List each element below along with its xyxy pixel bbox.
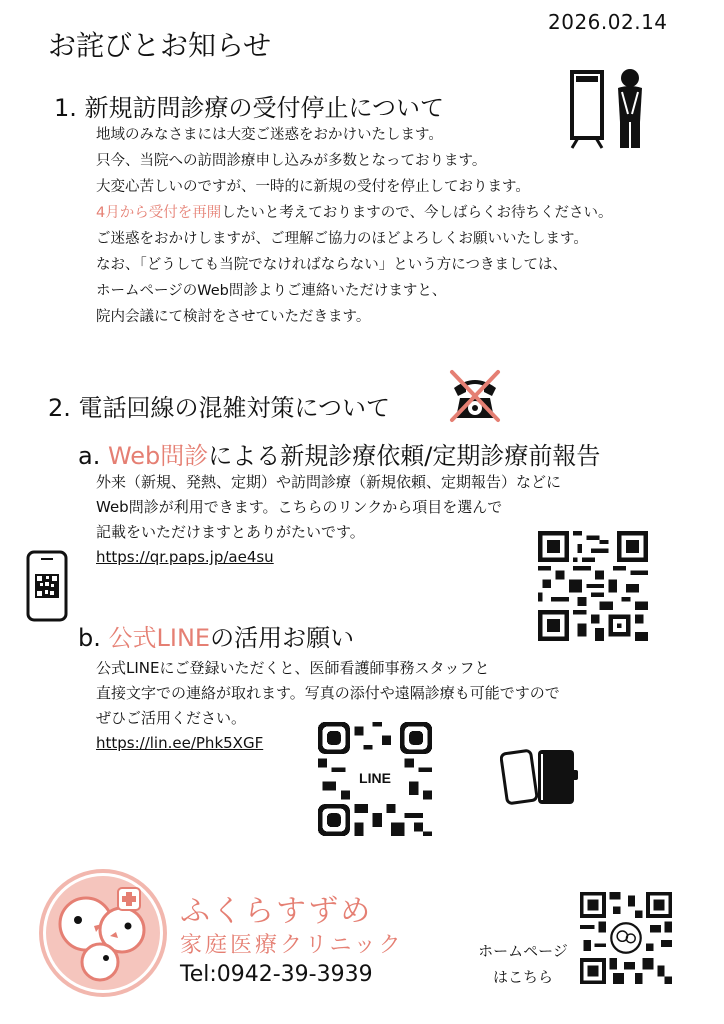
text-line: 4月から受付を再開したいと考えておりますので、今しばらくお待ちください。 [96, 205, 613, 221]
homepage-label: ホームページ はこちら [478, 942, 568, 986]
clinic-phone[interactable]: Tel:0942-39-3939 [180, 962, 373, 987]
text-line: 外来（新規、発熱、定期）や訪問診療（新規依頼、定期報告）などに [96, 473, 562, 491]
clinic-name: ふくらすずめ [180, 894, 373, 929]
text-line: 公式LINEにご登録いただくと、医師看護師事務スタッフと [96, 659, 490, 677]
text-line: なお、「どうしても当院でなければならない」という方につきましては、 [96, 257, 567, 273]
subsection-a-body [96, 470, 561, 570]
text-line: 直接文字での連絡が取れます。写真の添付や遠隔診療も可能ですので [96, 684, 560, 702]
line-qr-label: LINE [354, 768, 396, 788]
reopen-highlight: 4月から受付を再開 [96, 205, 222, 221]
date: 2026.02.14 [548, 10, 668, 34]
subsection-a-heading: a. Web問診による新規診療依頼/定期診療前報告 [78, 442, 601, 470]
clinic-subtitle: 家庭医療クリニック [180, 933, 404, 958]
text-line: 大変心苦しいのですが、一時的に新規の受付を停止しております。 [96, 179, 530, 195]
clinic-logo [36, 866, 170, 1000]
homepage-qr-code[interactable] [580, 892, 672, 984]
section1-heading: 1. 新規訪問診療の受付停止について [54, 94, 445, 122]
section1-body [96, 122, 612, 330]
text-line: Web問診が利用できます。こちらのリンクから項目を選んで [96, 498, 503, 516]
no-phone-icon [446, 368, 504, 424]
section2-heading: 2. 電話回線の混雑対策について [48, 394, 391, 422]
text-line: 院内会議にて検討をさせていただきます。 [96, 309, 371, 325]
page-title: お詫びとお知らせ [48, 29, 272, 62]
line-qr-code[interactable] [318, 722, 432, 836]
text-line: ホームページのWeb問診よりご連絡いただけますと、 [96, 283, 447, 299]
web-monshin-link[interactable]: https://qr.paps.jp/ae4su [96, 548, 274, 566]
text-line: 只今、当院への訪問診療申し込みが多数となっております。 [96, 153, 487, 169]
official-line-accent: 公式LINE [108, 624, 211, 652]
smartphone-qr-icon [26, 550, 68, 622]
text-line: 地域のみなさまには大変ご迷惑をおかけいたします。 [96, 127, 443, 143]
text-line: 記載をいただけますとありがたいです。 [96, 523, 365, 541]
web-monshin-accent: Web問診 [107, 442, 209, 470]
web-monshin-qr-code[interactable] [538, 531, 648, 641]
text-line: ご迷惑をおかけしますが、ご理解ご協力のほどよろしくお願いいたします。 [96, 231, 588, 247]
subsection-b-heading: b. 公式LINEの活用お願い [78, 624, 355, 652]
line-link[interactable]: https://lin.ee/Phk5XGF [96, 734, 264, 752]
text-line: ぜひご活用ください。 [96, 709, 247, 727]
phone-notebook-icon [500, 748, 580, 808]
